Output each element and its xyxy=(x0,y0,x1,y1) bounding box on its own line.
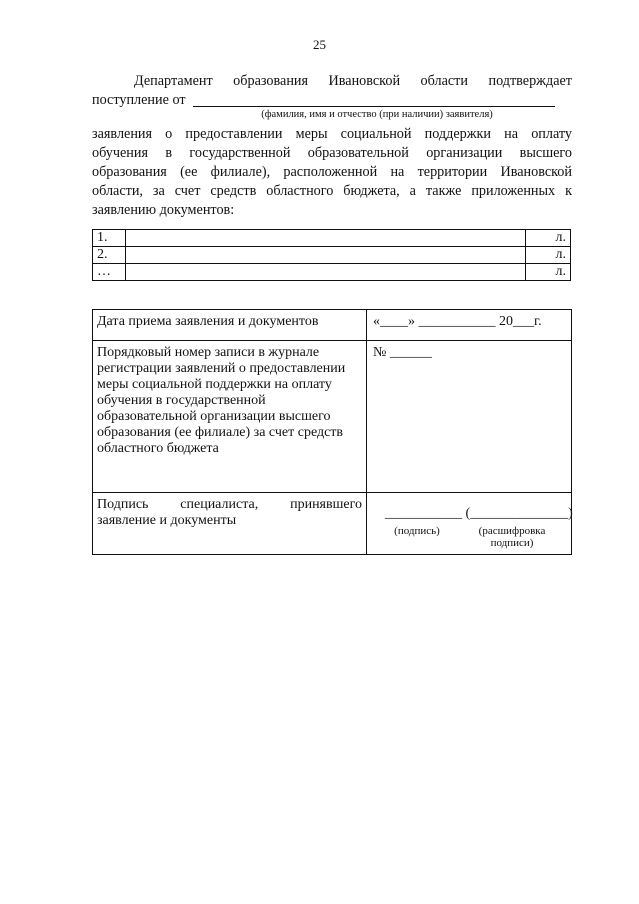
page-number: 25 xyxy=(313,37,326,52)
doc-number: 2. xyxy=(93,247,126,264)
receipt-row-date xyxy=(93,310,572,341)
intro-line-2: поступление от xyxy=(92,92,186,108)
signature-label: Подпись специалиста, принявшего заявление и документы xyxy=(93,493,367,555)
intro-line-7: заявлению документов: xyxy=(92,202,235,218)
decode-caption: (расшифровка подписи) xyxy=(478,525,546,549)
receipt-row-register xyxy=(93,341,572,493)
signature-line: ___________ (______________) xyxy=(385,506,573,521)
documents-row xyxy=(93,247,571,264)
intro-line-5: образования (ее филиале), расположенной на территории Ивановской xyxy=(92,164,572,180)
doc-number: 1. xyxy=(93,230,126,247)
date-value: «____» ___________ 20___г. xyxy=(367,310,572,341)
doc-sheets: л. xyxy=(526,230,571,247)
signature-cell xyxy=(367,493,572,555)
receipt-row-signature xyxy=(93,493,572,555)
signature-caption: (подпись) xyxy=(394,525,440,537)
receipt-table xyxy=(92,309,572,555)
doc-sheets: л. xyxy=(526,247,571,264)
intro-line-6: области, за счет средств областного бюджета, а также приложенных к xyxy=(92,183,572,199)
doc-sheets: л. xyxy=(526,264,571,281)
fio-blank-line xyxy=(193,106,555,107)
doc-title xyxy=(126,247,526,264)
doc-title xyxy=(126,264,526,281)
intro-line-4: обучения в государственной образовательной организации высшего xyxy=(92,145,572,161)
doc-number: … xyxy=(93,264,126,281)
documents-table xyxy=(92,229,571,281)
register-label: Порядковый номер записи в журнале регистрации заявлений о предоставлении меры социальной поддержки на оплату обучения в государственной образовательной организации высшего образования (ее филиале) за счет средств областного бюджета xyxy=(93,341,367,493)
fio-caption: (фамилия, имя и отчество (при наличии) заявителя) xyxy=(261,109,493,120)
intro-line-1: Департамент образования Ивановской области подтверждает xyxy=(134,73,572,89)
documents-row xyxy=(93,230,571,247)
register-value: № ______ xyxy=(367,341,572,493)
date-label: Дата приема заявления и документов xyxy=(93,310,367,341)
doc-title xyxy=(126,230,526,247)
documents-row xyxy=(93,264,571,281)
intro-line-3: заявления о предоставлении меры социальной поддержки на оплату xyxy=(92,126,572,142)
